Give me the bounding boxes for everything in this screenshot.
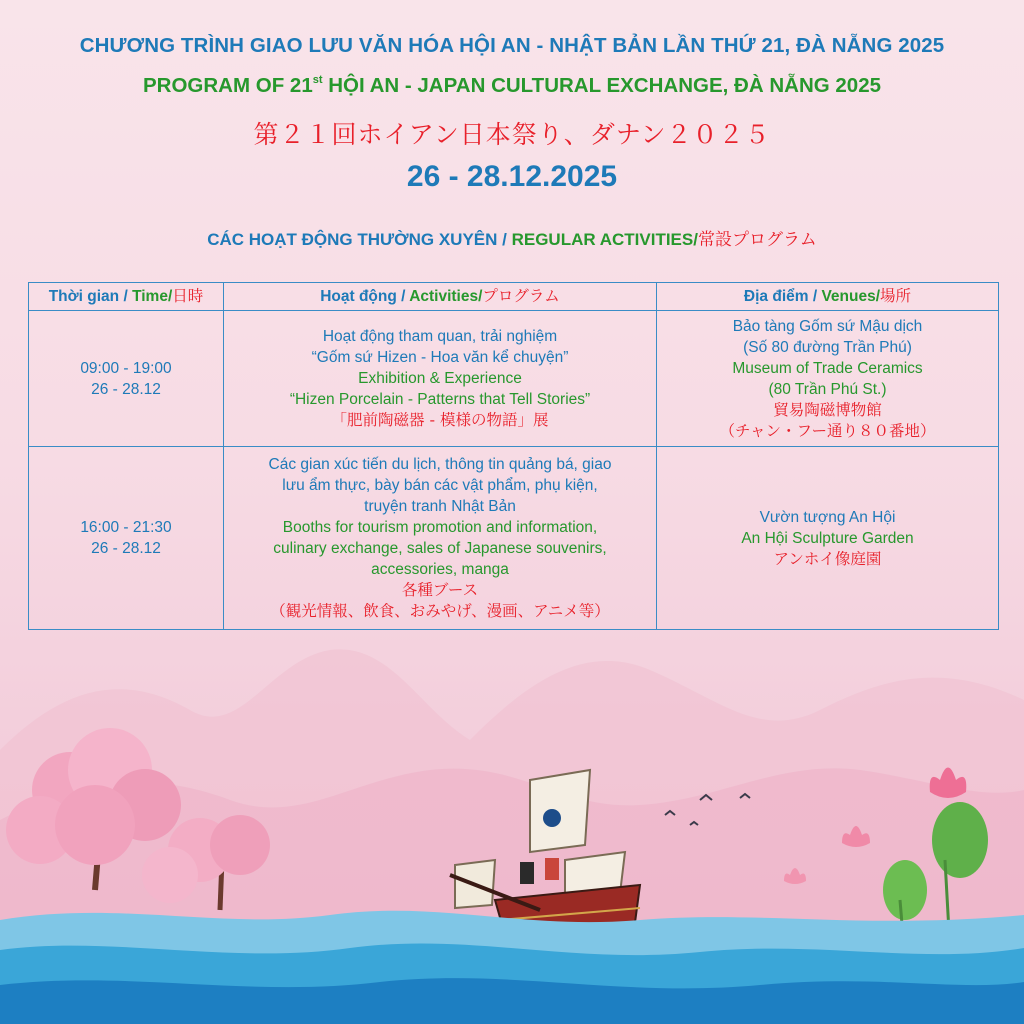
header-venues-vi: Địa điểm / [743,288,822,305]
activity-vi-line: truyện tranh Nhật Bản [364,498,516,515]
title-vietnamese: CHƯƠNG TRÌNH GIAO LƯU VĂN HÓA HỘI AN - NHẬT BẢN LẦN THỨ 21, ĐÀ NẴNG 2025 [79,34,945,57]
venue-jp-line: （チャン・フー通り８０番地） [719,421,936,440]
venue-cell [657,447,999,630]
header-venues-jp: 場所 [880,287,912,305]
header-venues-en: Venues/ [821,288,881,305]
table-header-row [29,283,999,311]
header-time-vi: Thời gian / [48,288,133,305]
activity-cell [224,447,657,630]
title-english-sup: st [312,74,323,86]
header-time-en: Time/ [132,288,173,305]
venue-en-line: Museum of Trade Ceramics [732,359,923,377]
header-time-jp: 日時 [172,287,204,305]
landscape-illustration [0,630,1024,1024]
title-english-pre: PROGRAM OF 21 [143,74,313,97]
activity-vi-line: Hoạt động tham quan, trải nghiệm [322,328,558,345]
section-heading-en: REGULAR ACTIVITIES/ [511,230,698,249]
schedule-table [28,282,999,630]
table-row [29,311,999,447]
time-cell [29,447,224,630]
venue-vi-line: (Số 80 đường Trần Phú) [743,338,912,356]
header-time [29,283,224,311]
time-range: 16:00 - 21:30 [80,519,172,536]
activity-en-line: accessories, manga [371,561,509,578]
section-heading [0,225,1024,250]
venue-vi-line: Bảo tàng Gốm sứ Mậu dịch [732,317,923,335]
venue-en-line: (80 Trần Phú St.) [768,380,887,398]
section-heading-vi: CÁC HOẠT ĐỘNG THƯỜNG XUYÊN / [207,230,512,249]
event-dates: 26 - 28.12.2025 [406,160,618,193]
title-japanese: 第２１回ホイアン日本祭り、ダナン２０２５ [253,120,771,149]
date-range: 26 - 28.12 [91,380,161,398]
time-cell [29,311,224,447]
activity-en-line: Exhibition & Experience [358,370,522,387]
waves [0,911,1024,1024]
title-english-post: HỘI AN - JAPAN CULTURAL EXCHANGE, ĐÀ NẴNG 2025 [322,74,881,97]
title-english [0,74,1024,98]
activity-jp-line: 各種ブース [401,581,479,599]
activity-cell [224,311,657,447]
venue-jp-line: アンホイ像庭園 [773,549,882,568]
venue-jp-line: 貿易陶磁博物館 [773,400,882,419]
activity-jp-line: （観光情報、飲食、おみやげ、漫画、アニメ等） [270,602,610,620]
activity-vi-line: Các gian xúc tiến du lịch, thông tin quảng bá, giao [268,456,612,473]
venue-cell [657,311,999,447]
date-range: 26 - 28.12 [91,540,161,557]
venue-en-line: An Hội Sculpture Garden [741,529,914,547]
header-activities [224,283,657,311]
header-venues [657,283,999,311]
activity-vi-line: lưu ẩm thực, bày bán các vật phẩm, phụ kiện, [282,477,598,494]
header-activities-jp: プログラム [482,287,560,305]
activity-en-line: culinary exchange, sales of Japanese souvenirs, [273,540,607,557]
activity-vi-line: “Gốm sứ Hizen - Hoa văn kể chuyện” [311,349,569,366]
venue-vi-line: Vườn tượng An Hội [759,508,896,526]
activity-en-line: “Hizen Porcelain - Patterns that Tell Stories” [289,391,591,408]
header-activities-en: Activities/ [409,288,483,305]
activity-en-line: Booths for tourism promotion and information, [282,519,598,536]
section-heading-jp: 常設プログラム [697,230,817,250]
time-range: 09:00 - 19:00 [80,359,172,377]
header-activities-vi: Hoạt động / [320,288,410,305]
activity-jp-line: 「肥前陶磁器 - 模様の物語」展 [331,411,549,429]
table-row [29,447,999,630]
